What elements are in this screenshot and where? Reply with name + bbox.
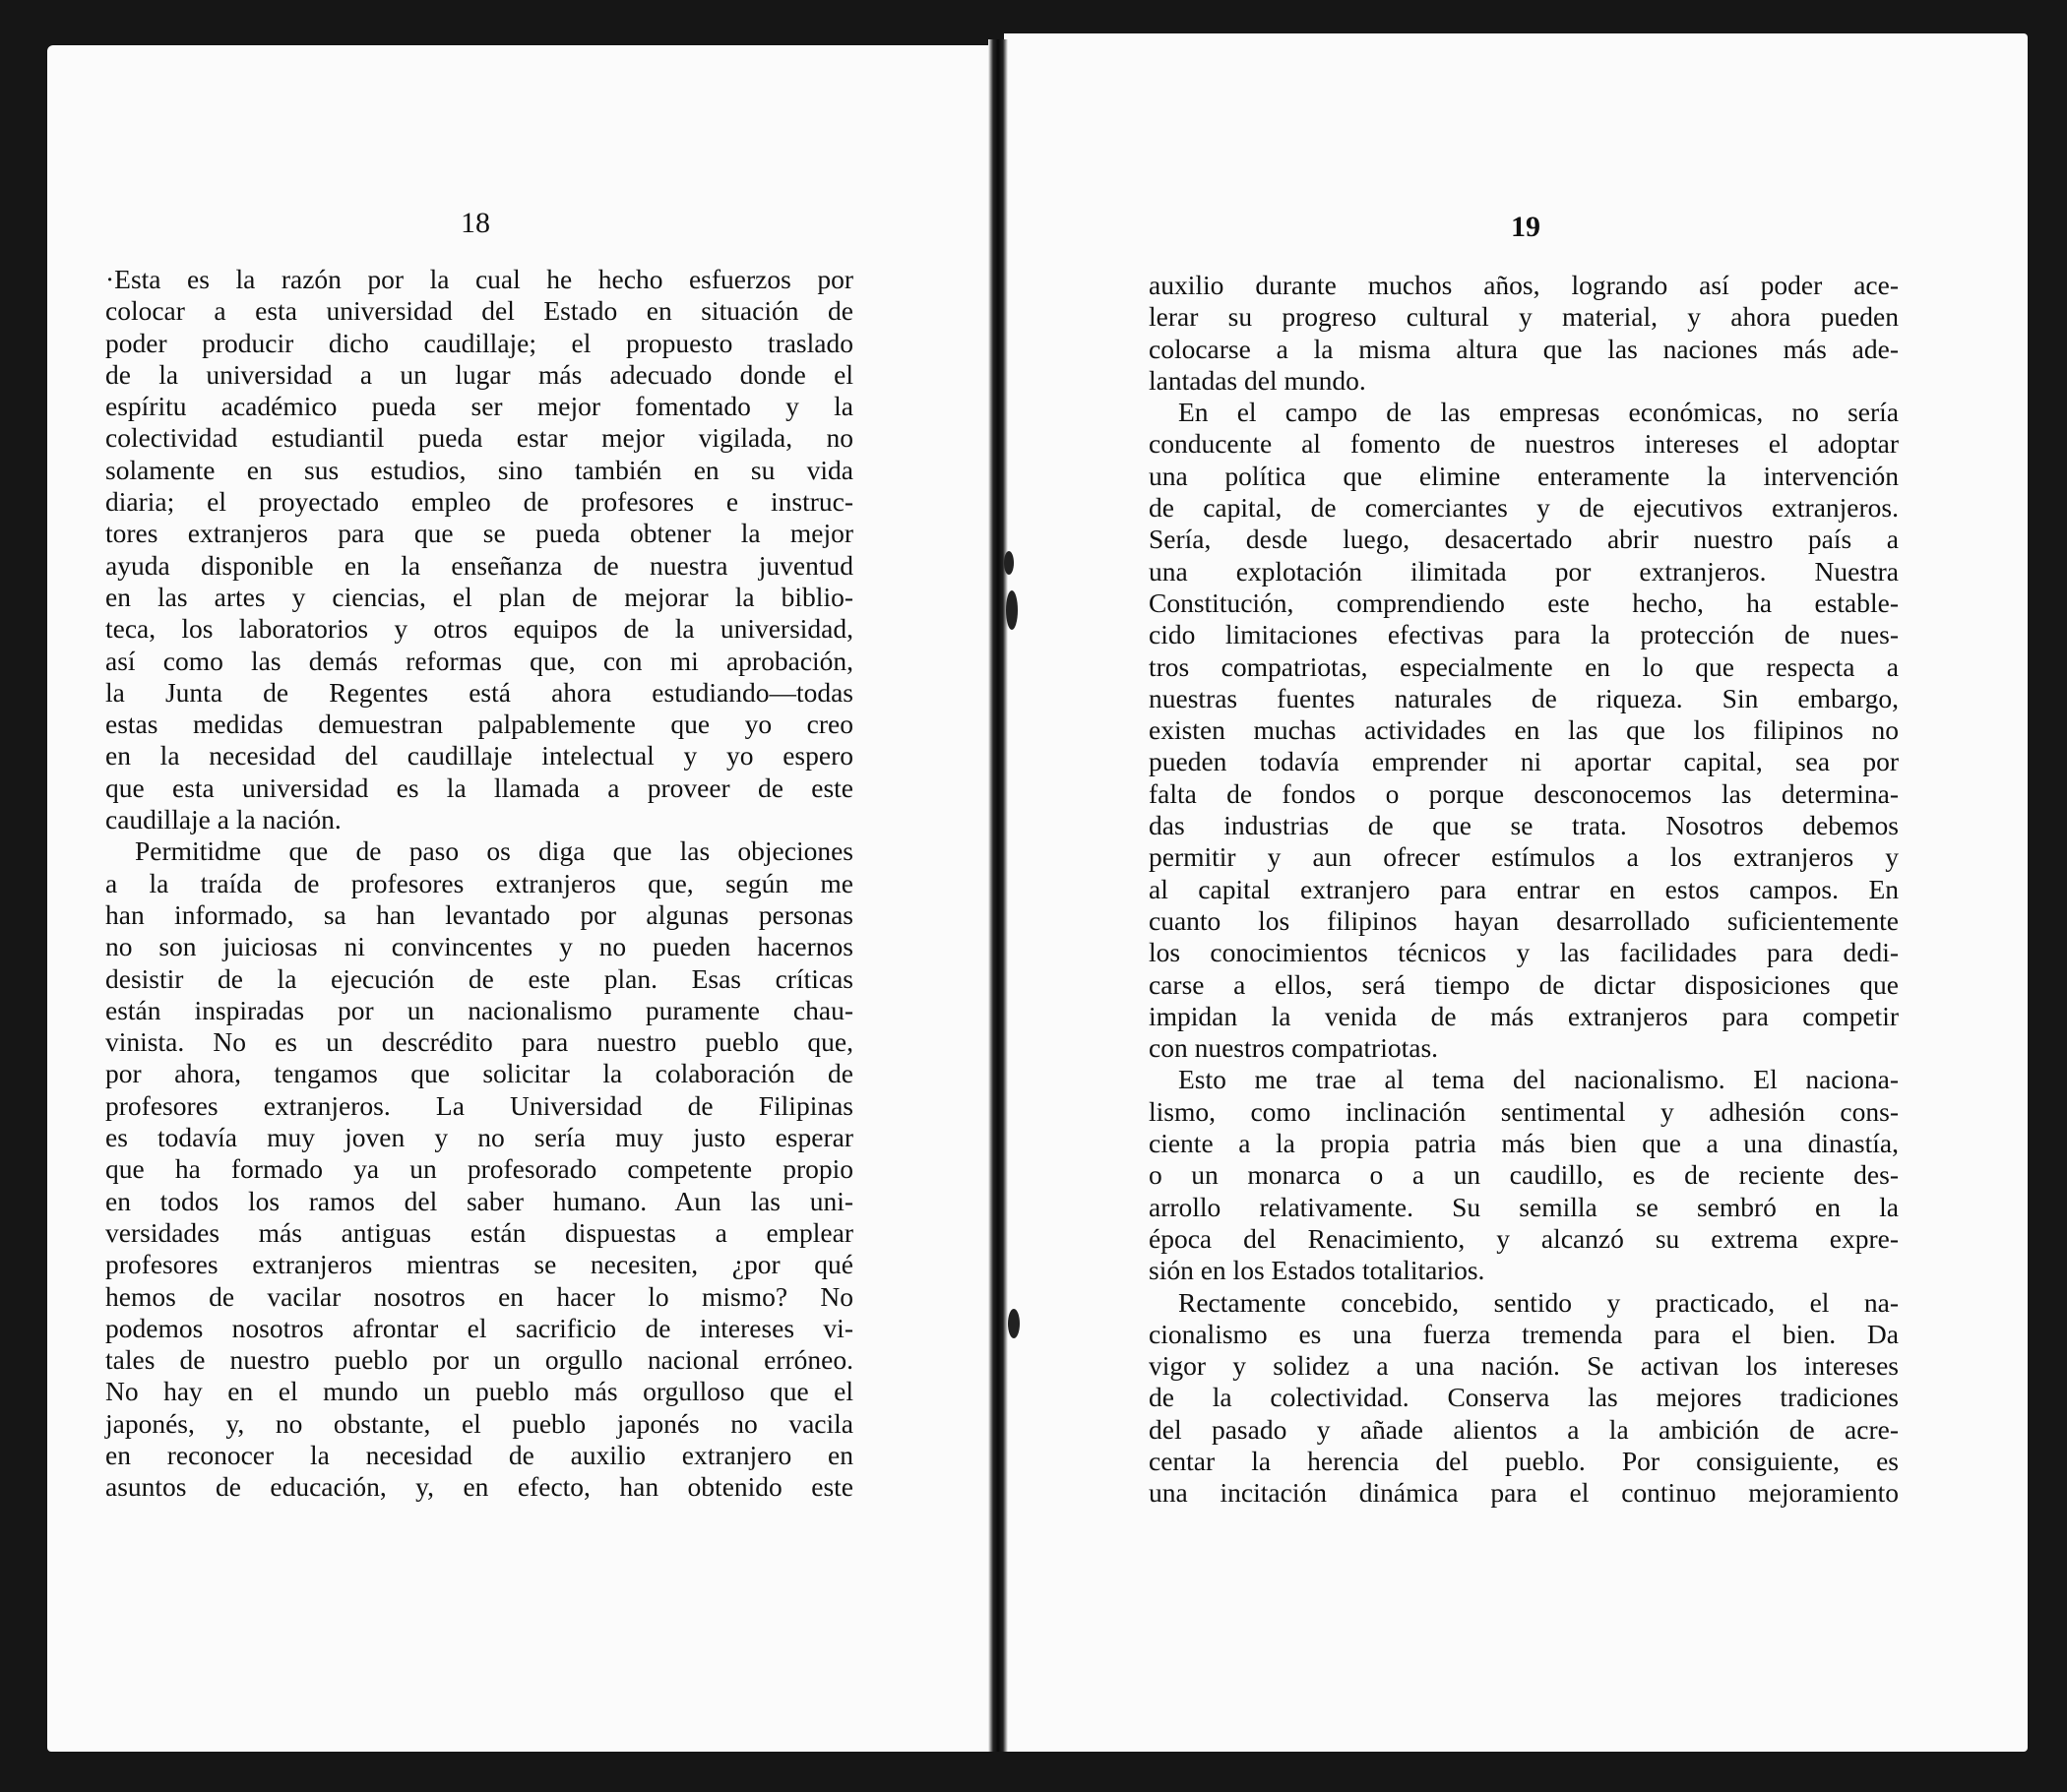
text-line: lismo, como inclinación sentimental y adhesión cons- — [1149, 1095, 1899, 1127]
left-page-number: 18 — [461, 207, 490, 239]
text-line: Sería, desde luego, desacertado abrir nuestro país a — [1149, 524, 1899, 555]
scan-speck — [1004, 551, 1014, 575]
text-line: Rectamente concebido, sentido y practicado, el na- — [1178, 1286, 1899, 1318]
text-line: una política que elimine enteramente la intervención — [1149, 460, 1899, 491]
text-line: arrollo relativamente. Su semilla se sembró en la — [1149, 1191, 1899, 1222]
text-line: una explotación ilimitada por extranjeros. Nuestra — [1149, 555, 1899, 587]
text-line: profesores extranjeros mientras se necesiten, ¿por qué — [105, 1249, 853, 1280]
text-line: diaria; el proyectado empleo de profesores e instruc- — [105, 486, 853, 518]
text-line: con nuestros compatriotas. — [1149, 1032, 1439, 1064]
text-line: nuestras fuentes naturales de riqueza. Sin embargo, — [1149, 682, 1899, 713]
text-line: por ahora, tengamos que solicitar la colaboración de — [105, 1058, 853, 1089]
text-line: o un monarca o a un caudillo, es de reciente des- — [1149, 1159, 1899, 1191]
right-page-text — [1149, 270, 1899, 1510]
text-line: tros compatriotas, especialmente en lo que respecta a — [1149, 650, 1899, 682]
text-line: cido limitaciones efectivas para la protección de nues- — [1149, 619, 1899, 650]
text-line: poder producir dicho caudillaje; el propuesto traslado — [105, 327, 853, 358]
text-line: colocar a esta universidad del Estado en situación de — [105, 295, 853, 327]
text-line: lerar su progreso cultural y material, y ahora pueden — [1149, 301, 1899, 333]
text-line: tores extranjeros para que se pueda obtener la mejor — [105, 518, 853, 549]
text-line: de la colectividad. Conserva las mejores tradiciones — [1149, 1382, 1899, 1413]
text-line: la Junta de Regentes está ahora estudiando—todas — [105, 676, 853, 708]
text-line: ·Esta es la razón por la cual he hecho esfuerzos por — [105, 264, 853, 294]
text-line: falta de fondos o porque desconocemos las determina- — [1149, 777, 1899, 809]
text-line: cuanto los filipinos hayan desarrollado suficientemente — [1149, 904, 1899, 936]
text-line: Esto me trae al tema del nacionalismo. El naciona- — [1178, 1064, 1899, 1095]
text-line: están inspiradas por un nacionalismo puramente chau- — [105, 994, 853, 1025]
text-line: das industrias de que se trata. Nosotros debemos — [1149, 810, 1899, 841]
text-line: Permitidme que de paso os diga que las objeciones — [135, 835, 853, 867]
text-line: centar la herencia del pueblo. Por consiguiente, es — [1149, 1445, 1899, 1476]
text-line: hemos de vacilar nosotros en hacer lo mismo? No — [105, 1280, 853, 1312]
text-line: ayuda disponible en la enseñanza de nuestra juventud — [105, 549, 853, 581]
text-line: solamente en sus estudios, sino también en su vida — [105, 454, 853, 485]
text-line: de la universidad a un lugar más adecuado donde el — [105, 358, 853, 390]
text-line: estas medidas demuestran palpablemente que yo creo — [105, 709, 853, 740]
text-line: japonés, y, no obstante, el pueblo japonés no vacila — [105, 1407, 853, 1439]
text-line: sión en los Estados totalitarios. — [1149, 1255, 1485, 1286]
text-line: han informado, sa han levantado por algunas personas — [105, 898, 853, 930]
text-line: teca, los laboratorios y otros equipos de la universidad, — [105, 613, 853, 645]
text-line: pueden todavía emprender ni aportar capital, sea por — [1149, 746, 1899, 777]
text-line: del pasado y añade alientos a la ambición de acre- — [1149, 1413, 1899, 1445]
scan-speck — [1008, 1309, 1020, 1338]
text-line: colocarse a la misma altura que las naciones más ade- — [1149, 333, 1899, 364]
text-line: en todos los ramos del saber humano. Aun las uni- — [105, 1185, 853, 1216]
right-page-number: 19 — [1511, 211, 1540, 243]
text-line: vinista. No es un descrédito para nuestro pueblo que, — [105, 1026, 853, 1058]
text-line: tales de nuestro pueblo por un orgullo nacional erróneo. — [105, 1344, 853, 1376]
text-line: colectividad estudiantil pueda estar mejor vigilada, no — [105, 422, 853, 454]
text-line: al capital extranjero para entrar en estos campos. En — [1149, 873, 1899, 904]
text-line: ciente a la propia patria más bien que a una dinastía, — [1149, 1128, 1899, 1159]
text-line: no son juiciosas ni convincentes y no pueden hacernos — [105, 931, 853, 962]
text-line: es todavía muy joven y no sería muy justo esperar — [105, 1122, 853, 1153]
text-line: Constitución, comprendiendo este hecho, ha estable- — [1149, 587, 1899, 618]
text-line: espíritu académico pueda ser mejor fomentado y la — [105, 391, 853, 422]
text-line: una incitación dinámica para el continuo mejoramiento — [1149, 1477, 1899, 1509]
book-gutter — [988, 39, 1008, 1752]
text-line: impidan la venida de más extranjeros para competir — [1149, 1000, 1899, 1031]
text-line: No hay en el mundo un pueblo más orgulloso que el — [105, 1376, 853, 1407]
text-line: podemos nosotros afrontar el sacrificio de intereses vi- — [105, 1312, 853, 1343]
text-line: en reconocer la necesidad de auxilio extranjero en — [105, 1439, 853, 1470]
text-line: caudillaje a la nación. — [105, 804, 342, 835]
text-line: época del Renacimiento, y alcanzó su extrema expre- — [1149, 1222, 1899, 1254]
text-line: existen muchas actividades en las que los filipinos no — [1149, 714, 1899, 746]
text-line: lantadas del mundo. — [1149, 364, 1366, 396]
text-line: en las artes y ciencias, el plan de mejorar la biblio- — [105, 581, 853, 612]
text-line: que ha formado ya un profesorado competente propio — [105, 1153, 853, 1185]
text-line: conducente al fomento de nuestros intereses el adoptar — [1149, 428, 1899, 460]
text-line: así como las demás reformas que, con mi aprobación, — [105, 645, 853, 676]
text-line: de capital, de comerciantes y de ejecutivos extranjeros. — [1149, 492, 1899, 524]
text-line: en la necesidad del caudillaje intelectual y yo espero — [105, 740, 853, 772]
text-line: versidades más antiguas están dispuestas a emplear — [105, 1216, 853, 1248]
text-line: cionalismo es una fuerza tremenda para el bien. Da — [1149, 1318, 1899, 1349]
text-line: desistir de la ejecución de este plan. Esas críticas — [105, 962, 853, 994]
scan-speck — [1006, 590, 1018, 630]
text-line: los conocimientos técnicos y las facilidades para dedi- — [1149, 937, 1899, 968]
left-page-text — [105, 264, 853, 1504]
text-line: a la traída de profesores extranjeros que, según me — [105, 867, 853, 898]
text-line: que esta universidad es la llamada a proveer de este — [105, 772, 853, 803]
text-line: En el campo de las empresas económicas, no sería — [1178, 397, 1899, 428]
text-line: auxilio durante muchos años, logrando así poder ace- — [1149, 270, 1899, 300]
text-line: vigor y solidez a una nación. Se activan los intereses — [1149, 1350, 1899, 1382]
text-line: asuntos de educación, y, en efecto, han obtenido este — [105, 1471, 853, 1503]
text-line: permitir y aun ofrecer estímulos a los extranjeros y — [1149, 841, 1899, 873]
text-line: profesores extranjeros. La Universidad de Filipinas — [105, 1089, 853, 1121]
text-line: carse a ellos, será tiempo de dictar disposiciones que — [1149, 968, 1899, 1000]
